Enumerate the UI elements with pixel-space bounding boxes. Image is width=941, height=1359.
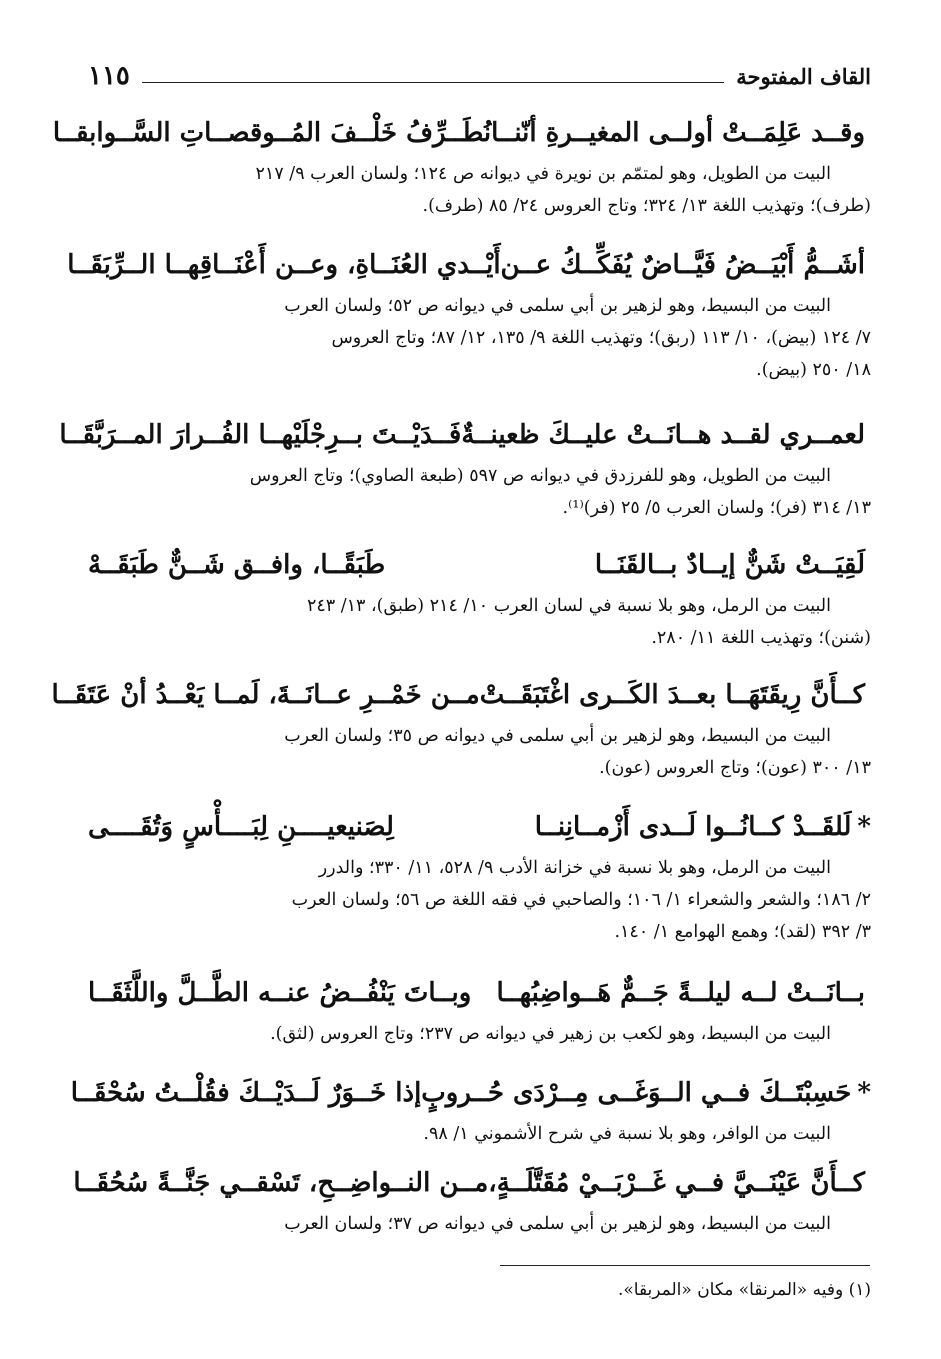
running-title: القاف المفتوحة [736,63,871,89]
footnote: (١) وفيه «المرنقا» مكان «المربقا». [617,1280,871,1300]
first-hemistich: بــانَــتْ لــه ليلــةً جَــمٌّ هَــواضِبُهــا [496,978,865,1008]
second-hemistich: نُطَــرِّفُ خَلْــفَ المُــوقصــاتِ السَّــوابقــا [52,118,492,148]
note-line: ١٣/ ٣٠٠ (عون)؛ وتاج العروس (عون). [599,758,871,778]
verse-line [51,672,871,718]
first-hemistich: كــأَنَّ عَيْنَــيَّ فــي غَــرْبَــيْ مُقَتَّلَــةٍ، [488,1168,865,1198]
second-hemistich: لِصَنيعيــــنِ لِبَــــأْسٍ وَتُقَــــى [88,812,394,842]
verse-entry [88,970,871,1050]
note-line: (شنن)؛ وتهذيب اللغة ١١/ ٢٨٠. [651,628,871,648]
verse-entry [59,412,871,524]
verse-line [88,542,871,588]
note-line: البيت من البسيط، وهو لكعب بن زهير في ديوانه ص ٢٣٧؛ وتاج العروس (لثق). [270,1024,831,1044]
verse-note [88,720,871,784]
verse-line [88,804,871,850]
second-hemistich: مــن خَمْــرِ عــانَــةَ، لَمــا يَعْــدُ أنْ عَتَقَــا [51,680,480,710]
verse-note [88,852,871,948]
verse-entry [70,1070,871,1150]
first-hemistich: أشَــمُّ أَبْيَــضُ فَيَّــاضٌ يُفَكِّــكُ عــن [500,250,865,280]
first-hemistich: *حَسِبْتَــكَ فــي الــوَغَــى مِــرْدَى حُــروبٍ [421,1078,871,1108]
verse-note [88,590,871,654]
first-hemistich: وقــد عَلِمَــتْ أولــى المغيــرةِ أنّنــا [491,118,865,148]
verse-note [88,1118,871,1150]
note-line: البيت من الوافر، وهو بلا نسبة في شرح الأشموني ١/ ٩٨. [423,1124,831,1144]
note-line: ١٣/ ٣١٤ (فر)؛ ولسان العرب ٥/ ٢٥ (فر)⁽¹⁾. [562,498,871,518]
second-hemistich: إذا خَــوَرٌ لَــدَيْــكَ فقُلْــتُ سُحْقَــا [70,1078,422,1108]
star-marker: * [857,812,871,842]
verse-entry [52,110,871,222]
verse-entry [73,1160,871,1240]
second-hemistich: فَــدَيْــتَ بــرِجْلَيْهــا الفُــرارَ المــرَبَّقَــا [59,420,462,450]
verse-line [67,242,871,288]
verse-line [70,1070,871,1116]
note-line: البيت من الطويل، وهو لمتمّم بن نويرة في ديوانه ص ١٢٤؛ ولسان العرب ٩/ ٢١٧ [255,164,831,184]
verse-note [88,1208,871,1240]
verse-line [73,1160,871,1206]
note-line: البيت من البسيط، وهو لزهير بن أبي سلمى في ديوانه ص ٣٧؛ ولسان العرب [284,1214,831,1234]
verse-line [52,110,871,156]
verse-note [88,460,871,524]
note-line: البيت من الطويل، وهو للفرزدق في ديوانه ص ٥٩٧ (طبعة الصاوي)؛ وتاج العروس [249,466,831,486]
first-hemistich: لعمــري لقــد هــانَــتْ عليــكَ ظعينــةٌ [461,420,865,450]
first-hemistich: *لَلقَــدْ كــانُــوا لَــدى أَزْمــانِنــا [534,812,871,842]
verse-note [88,158,871,222]
second-hemistich: أَيْــدي العُنَــاةِ، وعــن أَعْنَــاقِهــا الــرِّبَقَــا [67,250,501,280]
page-number: ١١٥ [88,61,130,91]
first-hemistich: لَقِيَــتْ شَنٌّ إيــادٌ بــالقَنَــا [594,550,865,580]
note-line: البيت من الرمل، وهو بلا نسبة في لسان العرب ١٠/ ٢١٤ (طبق)، ١٣/ ٢٤٣ [306,596,831,616]
note-line: البيت من البسيط، وهو لزهير بن أبي سلمى في ديوانه ص ٣٥؛ ولسان العرب [284,726,831,746]
note-line: البيت من البسيط، وهو لزهير بن أبي سلمى في ديوانه ص ٥٢؛ ولسان العرب [284,296,831,316]
first-hemistich: كــأَنَّ رِيقَتَهَــا بعــدَ الكَــرى اغْتَبَقَــتْ [479,680,865,710]
verse-note [88,1018,871,1050]
second-hemistich: مــن النــواضِــحِ، تَسْقــي جَنَّــةً سُحُقَــا [73,1168,489,1198]
note-line: ٢/ ١٨٦؛ والشعر والشعراء ١/ ١٠٦؛ والصاحبي في فقه اللغة ص ٥٦؛ ولسان العرب [291,890,871,910]
verse-entry [51,672,871,784]
note-line: البيت من الرمل، وهو بلا نسبة في خزانة الأدب ٩/ ٥٢٨، ١١/ ٣٣٠؛ والدرر [318,858,831,878]
verse-entry [67,242,871,386]
note-line: (طرف)؛ وتهذيب اللغة ١٣/ ٣٢٤؛ وتاج العروس ٢٤/ ٨٥ (طرف). [422,196,871,216]
verse-entry [88,804,871,948]
footnote-rule [500,1265,870,1266]
note-line: ٧/ ١٢٤ (بيض)، ١٠/ ١١٣ (ربق)؛ وتهذيب اللغة ٩/ ١٣٥، ١٢/ ٨٧؛ وتاج العروس [331,328,871,348]
verse-line [88,970,871,1016]
verse-entry [88,542,871,654]
second-hemistich: وبــاتَ يَنْفُــضُ عنــه الطَّــلَّ واللَّثَقَــا [88,978,472,1008]
note-line: ٣/ ٣٩٢ (لقد)؛ وهمع الهوامع ١/ ١٤٠. [614,922,871,942]
note-line: ١٨/ ٢٥٠ (بيض). [756,360,871,380]
verse-line [59,412,871,458]
header-rule [142,82,724,83]
page-header [88,58,871,94]
second-hemistich: طَبَقًــا، وافــق شَــنٌّ طَبَقَــهْ [88,550,386,580]
verse-note [88,290,871,386]
star-marker: * [857,1078,871,1108]
